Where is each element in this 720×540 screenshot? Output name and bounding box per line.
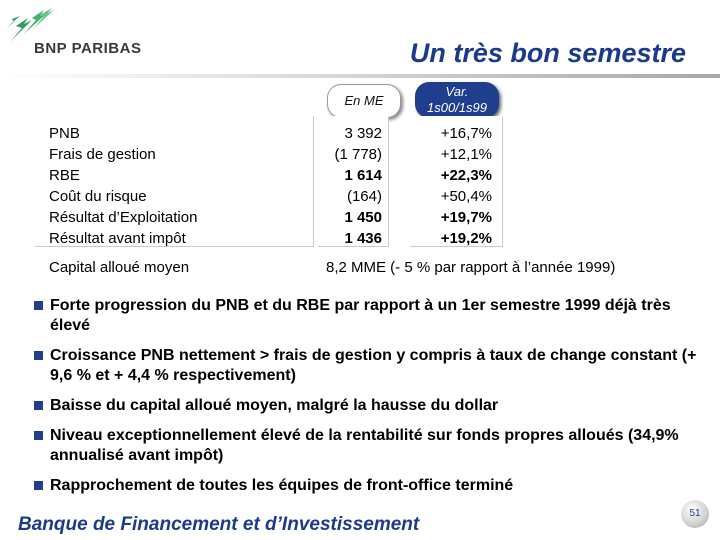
row-variation: +19,7% bbox=[440, 209, 492, 226]
bullet-text: Baisse du capital alloué moyen, malgré la hausse du dollar bbox=[50, 397, 499, 414]
column-header-variation-line1: Var. bbox=[445, 84, 469, 99]
row-label: Résultat d’Exploitation bbox=[49, 209, 198, 226]
row-variation: +12,1% bbox=[440, 146, 492, 163]
row-value: 3 392 bbox=[344, 125, 382, 142]
column-header-variation-line2: 1s00/1s99 bbox=[427, 100, 487, 115]
capital-value: 8,2 MME (- 5 % par rapport à l’année 1999) bbox=[326, 259, 616, 276]
page-number: 51 bbox=[681, 500, 709, 528]
row-values bbox=[318, 123, 382, 249]
logo-text: BNP PARIBAS bbox=[34, 40, 142, 57]
row-variation: +50,4% bbox=[440, 188, 492, 205]
row-value: (164) bbox=[346, 188, 382, 205]
row-value: (1 778) bbox=[334, 146, 382, 163]
bullet-item bbox=[34, 296, 714, 336]
bullet-text: Niveau exceptionnellement élevé de la rentabilité sur fonds propres alloués (34,9% annualisé avant impôt) bbox=[50, 427, 679, 464]
bullet-item bbox=[34, 426, 714, 466]
bullet-list bbox=[34, 296, 714, 506]
row-variations bbox=[410, 123, 492, 249]
bullet-item bbox=[34, 396, 714, 416]
row-value: 1 436 bbox=[344, 230, 382, 247]
square-bullet-icon bbox=[34, 431, 43, 440]
page-title: Un très bon semestre bbox=[409, 38, 686, 68]
title-divider bbox=[0, 74, 720, 78]
capital-label: Capital alloué moyen bbox=[49, 259, 190, 276]
square-bullet-icon bbox=[34, 401, 43, 410]
row-variation: +16,7% bbox=[440, 125, 492, 142]
bnp-paribas-logo bbox=[4, 6, 144, 76]
row-labels bbox=[49, 123, 197, 249]
row-label: Résultat avant impôt bbox=[49, 230, 186, 247]
row-label: RBE bbox=[49, 167, 80, 184]
bullet-text: Croissance PNB nettement > frais de gestion y compris à taux de change constant (+ 9,6 % et + 4,4 % respectivement) bbox=[50, 347, 697, 384]
square-bullet-icon bbox=[34, 301, 43, 310]
bullet-text: Forte progression du PNB et du RBE par rapport à un 1er semestre 1999 déjà très élevé bbox=[50, 297, 671, 334]
bullet-item bbox=[34, 346, 714, 386]
column-header-en-me: En ME bbox=[327, 84, 401, 118]
row-label: PNB bbox=[49, 125, 80, 142]
square-bullet-icon bbox=[34, 351, 43, 360]
bullet-text: Rapprochement de toutes les équipes de front-office terminé bbox=[50, 477, 514, 494]
row-label: Frais de gestion bbox=[49, 146, 156, 163]
row-value: 1 614 bbox=[344, 167, 382, 184]
row-variation: +19,2% bbox=[440, 230, 492, 247]
bullet-item bbox=[34, 476, 714, 496]
square-bullet-icon bbox=[34, 481, 43, 490]
row-variation: +22,3% bbox=[440, 167, 492, 184]
row-label: Coût du risque bbox=[49, 188, 147, 205]
footer-section-title: Banque de Financement et d’Investissement bbox=[18, 514, 420, 535]
column-header-variation bbox=[415, 82, 499, 118]
row-value: 1 450 bbox=[344, 209, 382, 226]
